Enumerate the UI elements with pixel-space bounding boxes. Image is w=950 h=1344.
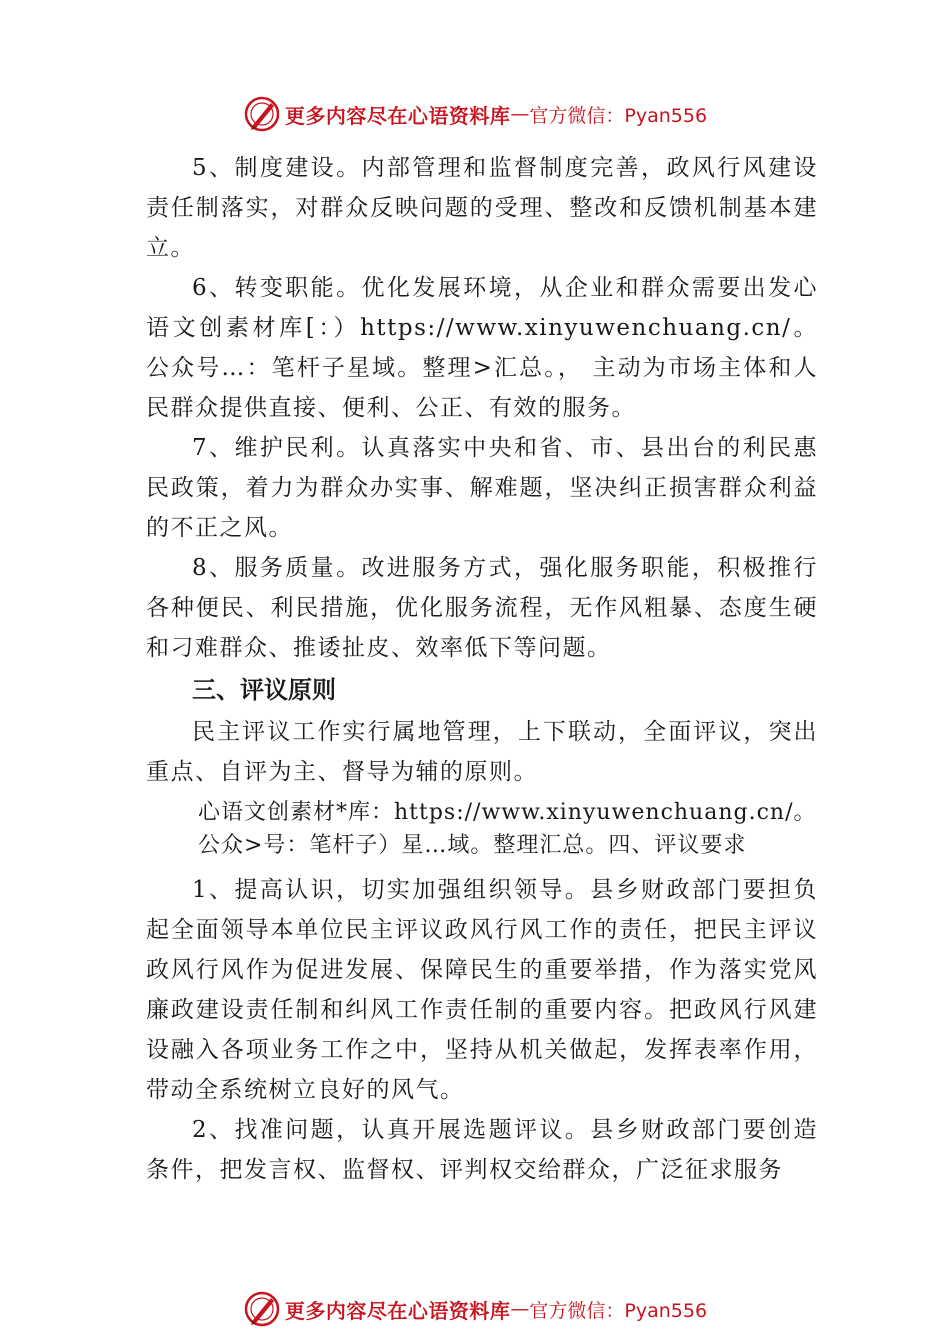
footer-banner-title: 更多内容尽在心语资料库 (284, 1298, 511, 1323)
pen-logo-icon (243, 1290, 281, 1328)
document-body (146, 148, 818, 1190)
paragraph-7: 7、维护民利。认真落实中央和省、市、县出台的利民惠民政策，着力为群众办实事、解难题，坚决纠正损害群众利益的不正之风。 (146, 435, 818, 541)
footer-banner-wechat: 官方微信：Pyan556 (529, 1299, 708, 1322)
footer-banner-dash: — (510, 1298, 530, 1320)
requirement-2: 2、找准问题，认真开展选题评议。县乡财政部门要创造条件，把发言权、监督权、评判权交给群众，广泛征求服务 (146, 1117, 818, 1183)
banner-wechat: 官方微信：Pyan556 (529, 104, 708, 127)
paragraph-8: 8、服务质量。改进服务方式，强化服务职能，积极推行各种便民、利民措施，优化服务流程，无作风粗暴、态度生硬和刁难群众、推诿扯皮、效率低下等问题。 (146, 555, 818, 661)
footer-banner (0, 1289, 950, 1329)
banner-dash: — (510, 103, 530, 125)
paragraph-5: 5、制度建设。内部管理和监督制度完善，政风行风建设责任制落实，对群众反映问题的受理、整改和反馈机制基本建立。 (146, 155, 818, 261)
banner-title: 更多内容尽在心语资料库 (284, 103, 511, 128)
pen-logo-icon (243, 95, 281, 133)
note-line-1: 心语文创素材*库：https://www.xinyuwenchuang.cn/。 (198, 800, 817, 825)
header-banner (0, 94, 950, 134)
section-heading-3: 三、评议原则 (192, 676, 336, 704)
note-block (146, 796, 818, 862)
note-line-2: 公众>号：笔杆子）星…域。整理汇总。四、评议要求 (198, 833, 747, 858)
requirement-1: 1、提高认识，切实加强组织领导。县乡财政部门要担负起全面领导本单位民主评议政风行风工作的责任，把民主评议政风行风作为促进发展、保障民生的重要举措，作为落实党风廉政建设责任制和纠风工作责任制的重要内容。把政风行风建设融入各项业务工作之中，坚持从机关做起，发挥表率作用，带动全系统树立良好的风气。 (146, 877, 818, 1103)
paragraph-6: 6、转变职能。优化发展环境，从企业和群众需要出发心语文创素材库[：）https://www.xinyuwenchuang.cn/。公众号…：笔杆子星域。整理>汇总。， 主动为市场主体和人民群众提供直接、便利、公正、有效的服务。 (146, 275, 818, 421)
principle-paragraph: 民主评议工作实行属地管理，上下联动，全面评议，突出重点、自评为主、督导为辅的原则。 (146, 719, 818, 785)
